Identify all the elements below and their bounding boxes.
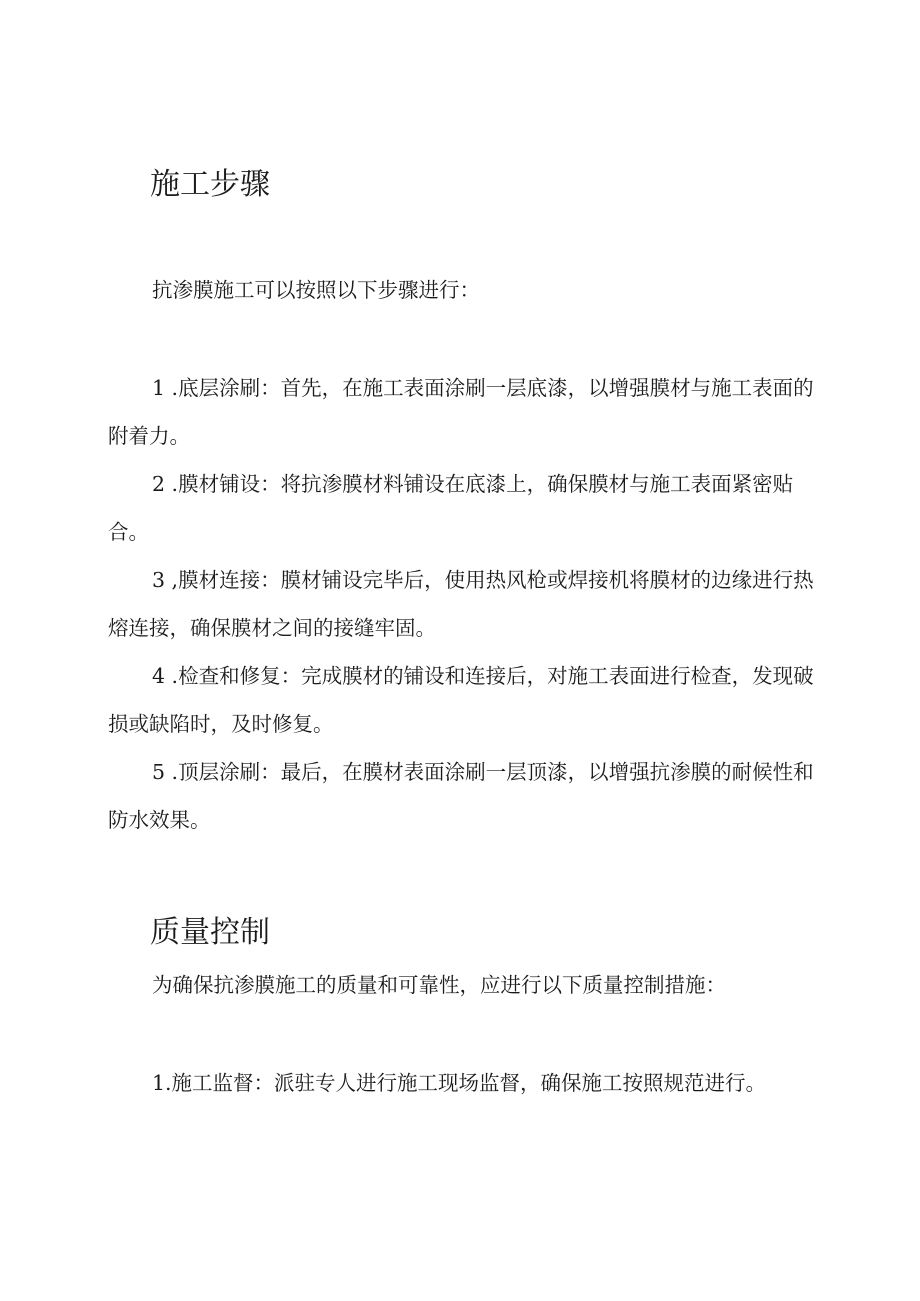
quality-intro: 为确保抗渗膜施工的质量和可靠性，应进行以下质量控制措施：: [152, 973, 726, 997]
section-title-quality: 质量控制: [150, 915, 270, 950]
step-item-5: 5 .顶层涂刷：最后，在膜材表面涂刷一层顶漆，以增强抗渗膜的耐候性和防水效果。: [108, 760, 814, 832]
step-item-3: 3 ,膜材连接：膜材铺设完毕后，使用热风枪或焊接机将膜材的边缘进行热熔连接，确保膜材之间的接缝牢固。: [108, 568, 814, 640]
section-title-steps: 施工步骤: [150, 167, 270, 202]
step-item-4: 4 .检查和修复：完成膜材的铺设和连接后，对施工表面进行检查，发现破损或缺陷时，及时修复。: [108, 664, 814, 736]
steps-intro: 抗渗膜施工可以按照以下步骤进行：: [152, 278, 480, 302]
step-item-1: 1 .底层涂刷：首先，在施工表面涂刷一层底漆，以增强膜材与施工表面的附着力。: [108, 376, 814, 448]
quality-item-1: 1.施工监督：派驻专人进行施工现场监督，确保施工按照规范进行。: [152, 1071, 767, 1095]
step-item-2: 2 .膜材铺设：将抗渗膜材料铺设在底漆上，确保膜材与施工表面紧密贴合。: [108, 472, 794, 544]
